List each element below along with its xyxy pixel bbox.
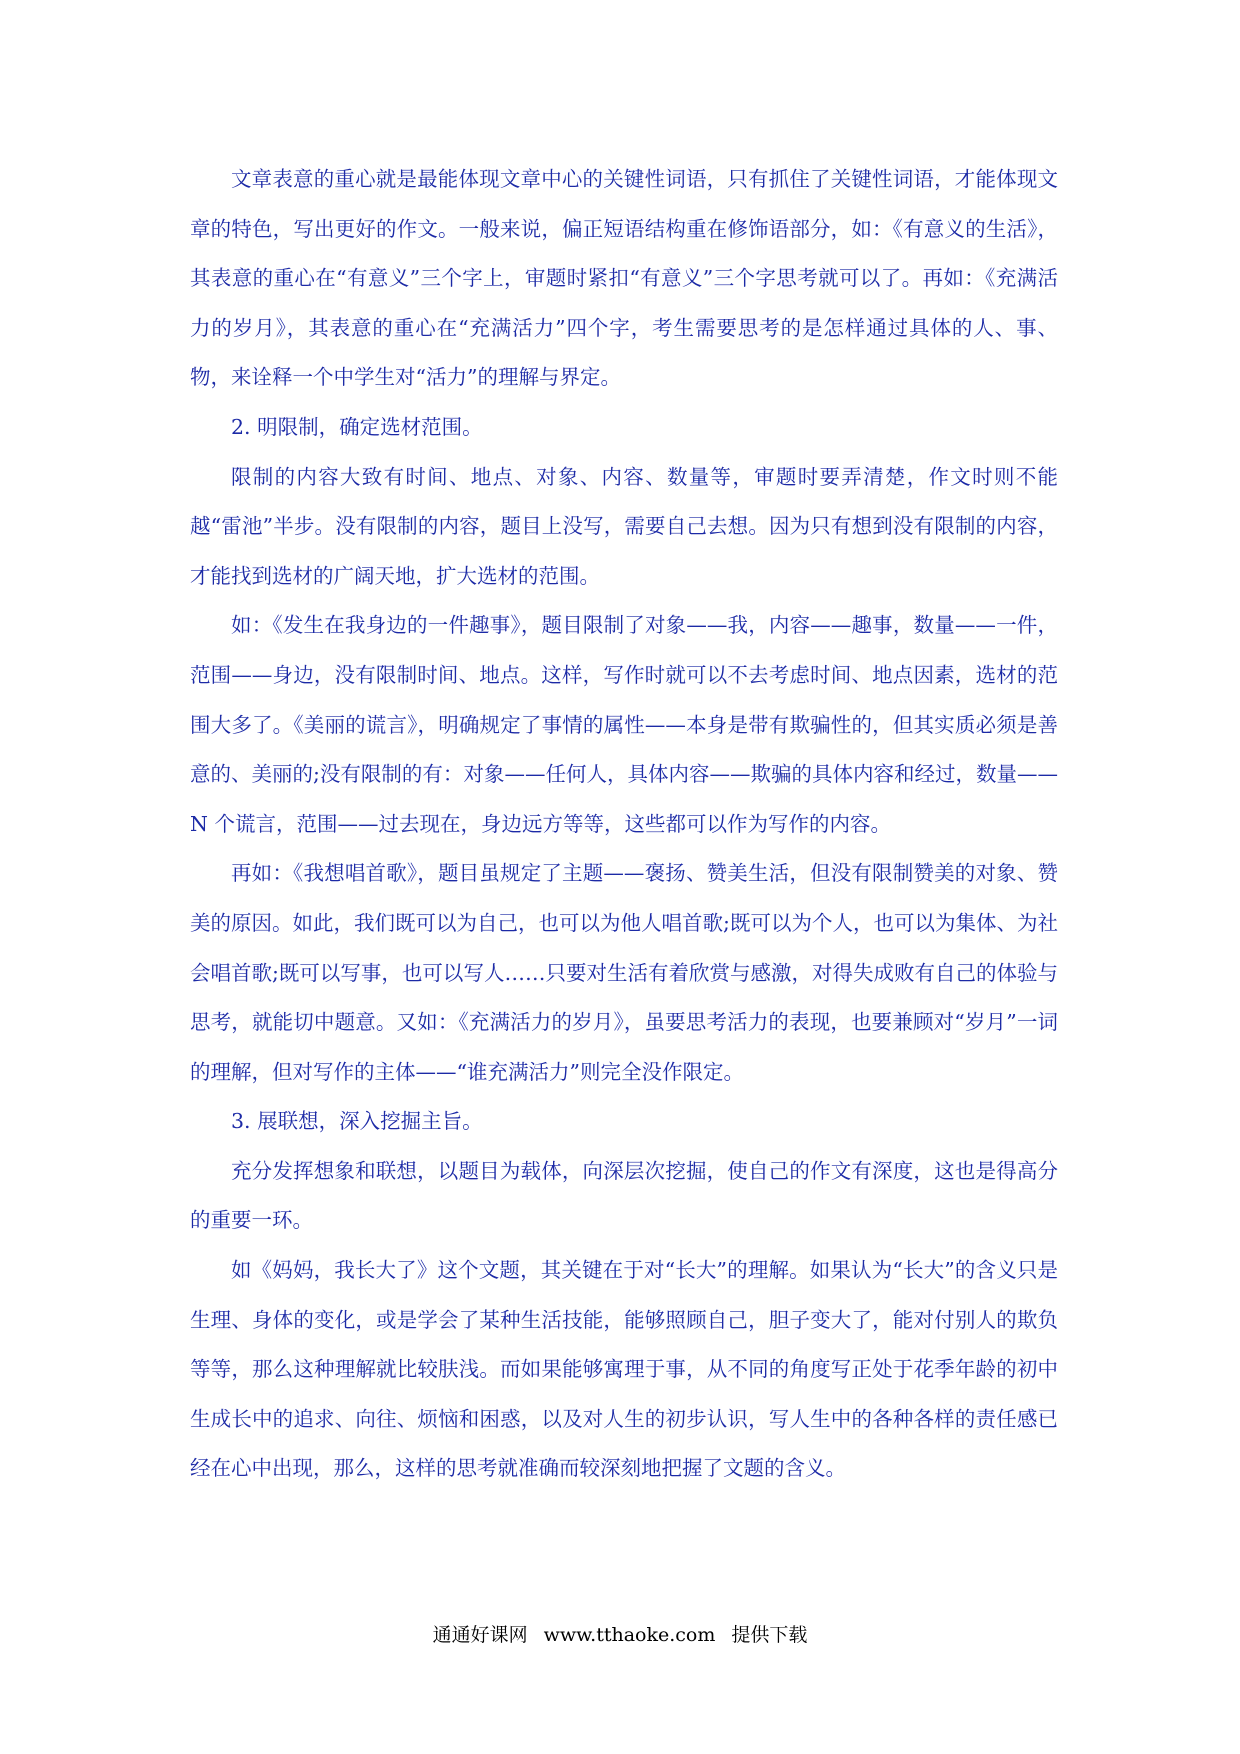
paragraph-limits-content: 限制的内容大致有时间、地点、对象、内容、数量等，审题时要弄清楚，作文时则不能越“雷池”半步。没有限制的内容，题目上没写，需要自己去想。因为只有想到没有限制的内容，才能找到选材的广阔天地，扩大选材的范围。 xyxy=(190,464,1058,588)
paragraph-limits-example-2: 再如：《我想唱首歌》，题目虽规定了主题——褒扬、赞美生活，但没有限制赞美的对象、赞美的原因。如此，我们既可以为自己，也可以为他人唱首歌;既可以为个人，也可以为集体、为社会唱首歌;既可以写事，也可以写人……只要对生活有着欣赏与感激，对得失成败有自己的体验与思考，就能切中题意。又如：《充满活力的岁月》，虽要思考活力的表现，也要兼顾对“岁月”一词的理解，但对写作的主体——“谁充满活力”则完全没作限定。 xyxy=(190,861,1058,1084)
paragraph-association-example: 如《妈妈，我长大了》这个文题，其关键在于对“长大”的理解。如果认为“长大”的含义只是生理、身体的变化，或是学会了某种生活技能，能够照顾自己，胆子变大了，能对付别人的欺负等等，那么这种理解就比较肤浅。而如果能够寓理于事，从不同的角度写正处于花季年龄的初中生成长中的追求、向往、烦恼和困惑，以及对人生的初步认识，写人生中的各种各样的责任感已经在心中出现，那么，这样的思考就准确而较深刻地把握了文题的含义。 xyxy=(190,1258,1058,1481)
footer-url: www.tthaoke.com xyxy=(543,1624,716,1646)
heading-3-association: 3. 展联想，深入挖掘主旨。 xyxy=(231,1109,483,1134)
page-footer xyxy=(0,1620,1240,1650)
heading-2-limits: 2. 明限制，确定选材范围。 xyxy=(231,414,483,439)
paragraph-association: 充分发挥想象和联想，以题目为载体，向深层次挖掘，使自己的作文有深度，这也是得高分的重要一环。 xyxy=(190,1158,1058,1233)
article-body xyxy=(190,155,1058,1494)
footer-site-name: 通通好课网 xyxy=(432,1624,528,1646)
paragraph-limits-example-1: 如：《发生在我身边的一件趣事》，题目限制了对象——我，内容——趣事，数量——一件，范围——身边，没有限制时间、地点。这样，写作时就可以不去考虑时间、地点因素，选材的范围大多了。《美丽的谎言》，明确规定了事情的属性——本身是带有欺骗性的，但其实质必须是善意的、美丽的;没有限制的有：对象——任何人，具体内容——欺骗的具体内容和经过，数量——N 个谎言，范围——过去现在，身边远方等等，这些都可以作为写作的内容。 xyxy=(190,613,1058,836)
footer-suffix: 提供下载 xyxy=(731,1624,808,1646)
paragraph-focus-keywords: 文章表意的重心就是最能体现文章中心的关键性词语，只有抓住了关键性词语，才能体现文章的特色，写出更好的作文。一般来说，偏正短语结构重在修饰语部分，如：《有意义的生活》，其表意的重心在“有意义”三个字上，审题时紧扣“有意义”三个字思考就可以了。再如：《充满活力的岁月》，其表意的重心在“充满活力”四个字，考生需要思考的是怎样通过具体的人、事、物，来诠释一个中学生对“活力”的理解与界定。 xyxy=(190,167,1058,390)
